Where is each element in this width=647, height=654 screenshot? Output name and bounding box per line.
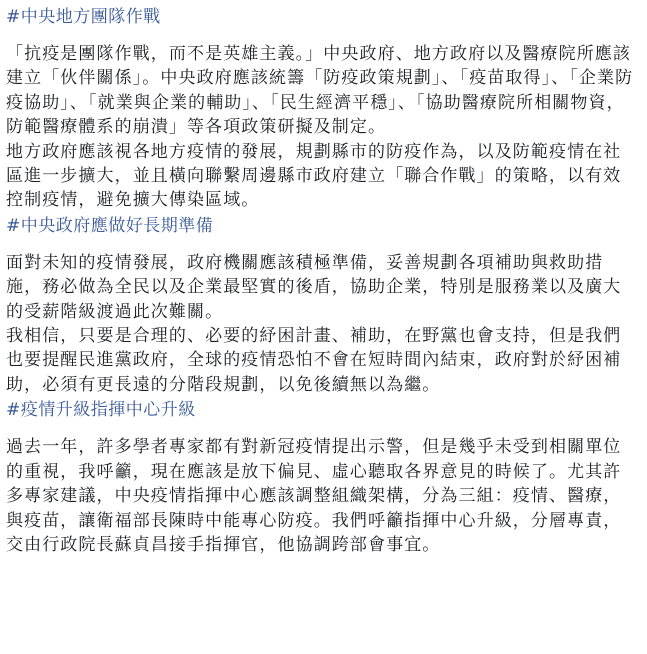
spacer xyxy=(6,30,647,42)
spacer xyxy=(6,239,647,251)
post-paragraph: 我相信，只要是合理的、必要的紓困計畫、補助，在野黨也會支持，但是我們也要提醒民進黨政府，全球的疫情恐怕不會在短時間內結束，政府對於紓困補助，必須有更長遠的分階段規劃，以免後續無以為繼。 xyxy=(6,326,622,395)
post-paragraph: 「抗疫是團隊作戰，而不是英雄主義。」中央政府、地方政府以及醫療院所應該建立「伙伴關係」。中央政府應該統籌「防疫政策規劃」、「疫苗取得」、「企業防疫協助」、「就業與企業的輔助」、「民生經濟平穩」、「協助醫療院所相關物資，防範醫療體系的崩潰」等各項政策研擬及制定。 xyxy=(6,44,634,138)
spacer xyxy=(6,423,647,435)
post-paragraph: 面對未知的疫情發展，政府機關應該積極準備，妥善規劃各項補助與救助措施，務必做為全民以及企業最堅實的後盾，協助企業，特別是服務業以及廣大的受薪階級渡過此次難關。 xyxy=(6,252,622,322)
post-paragraph: 地方政府應該視各地方疫情的發展，規劃縣市的防疫作為，以及防範疫情在社區進一步擴大，並且橫向聯繫周邊縣市政府建立「聯合作戰」的策略，以有效控制疫情，避免擴大傳染區域。 xyxy=(6,141,622,211)
hashtag-link[interactable]: #中央政府應做好長期準備 xyxy=(6,215,214,236)
hashtag-link[interactable]: #疫情升級指揮中心升級 xyxy=(6,400,196,421)
post-paragraph: 過去一年，許多學者專家都有對新冠疫情提出示警，但是幾乎未受到相關單位的重視，我呼籲，現在應該是放下偏見、虛心聽取各界意見的時候了。尤其許多專家建議，中央疫情指揮中心應該調整組織架構，分為三組：疫情、醫療，與疫苗，讓衛福部長陳時中能專心防疫。我們呼籲指揮中心升級，分層專責，交由行政院長蘇貞昌接手指揮官，他協調跨部會事宜。 xyxy=(6,437,622,555)
hashtag-link[interactable]: #中央地方團隊作戰 xyxy=(6,7,161,27)
